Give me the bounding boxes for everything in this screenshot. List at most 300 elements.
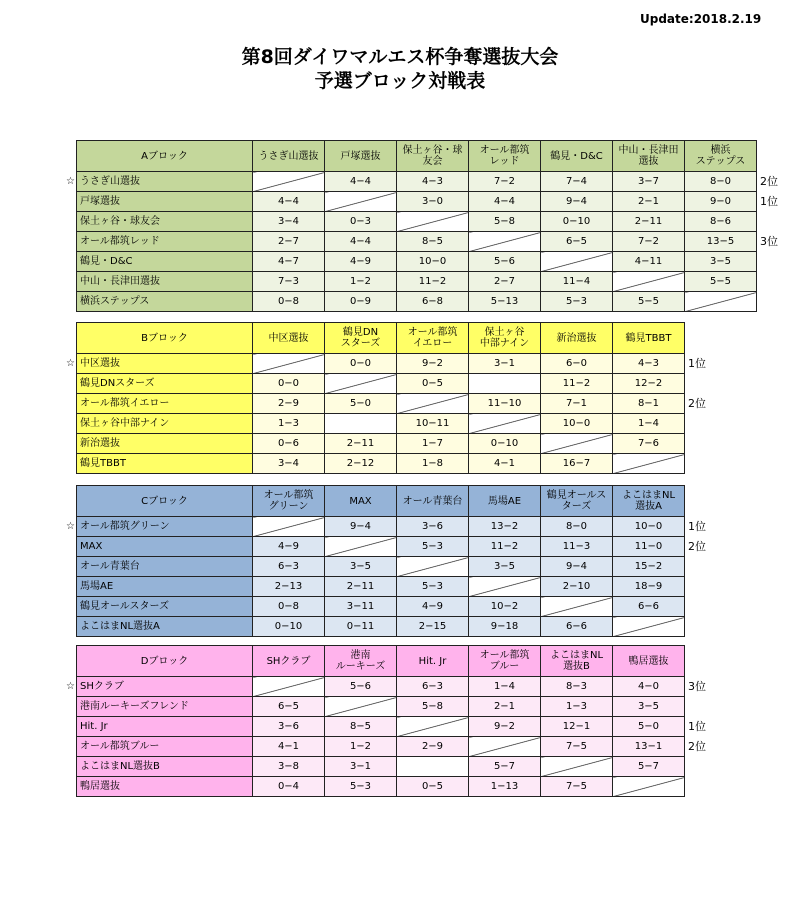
- score-cell: 13−1: [613, 737, 685, 757]
- column-header: MAX: [325, 486, 397, 517]
- team-name: 中山・長津田選抜: [77, 272, 253, 292]
- team-row: [60, 697, 728, 717]
- self-match-cell: [541, 252, 613, 272]
- rank-label: [757, 252, 800, 272]
- seed-mark: [60, 272, 77, 292]
- score-cell: 9−2: [397, 354, 469, 374]
- score-cell: 1−13: [469, 777, 541, 797]
- self-match-cell: [325, 374, 397, 394]
- team-name: オール都筑イエロー: [77, 394, 253, 414]
- score-cell: 6−6: [541, 617, 613, 637]
- rank-label: [685, 374, 729, 394]
- score-cell: 9−2: [469, 717, 541, 737]
- score-cell: 5−3: [325, 777, 397, 797]
- mark-cell: [60, 323, 77, 354]
- rank-label: [685, 557, 729, 577]
- score-cell: 3−4: [253, 454, 325, 474]
- score-cell: 4−3: [397, 172, 469, 192]
- header-row: [60, 646, 728, 677]
- team-row: [60, 454, 728, 474]
- rank-cell: [685, 486, 729, 517]
- seed-mark: [60, 192, 77, 212]
- score-cell: 4−4: [325, 232, 397, 252]
- team-row: [60, 537, 728, 557]
- team-name: 保土ヶ谷・球友会: [77, 212, 253, 232]
- rank-label: [685, 757, 729, 777]
- team-name: 戸塚選抜: [77, 192, 253, 212]
- team-name: SHクラブ: [77, 677, 253, 697]
- rank-label: [757, 212, 800, 232]
- column-header: 港南 ルーキーズ: [325, 646, 397, 677]
- score-cell: 0−10: [541, 212, 613, 232]
- score-cell: 6−3: [253, 557, 325, 577]
- team-row: [60, 232, 800, 252]
- rank-label: 1位: [688, 720, 706, 733]
- score-cell: 0−3: [325, 212, 397, 232]
- score-cell: 1−4: [613, 414, 685, 434]
- score-cell: 0−0: [253, 374, 325, 394]
- self-match-cell: [253, 354, 325, 374]
- score-cell: 1−3: [541, 697, 613, 717]
- score-cell: 11−0: [613, 537, 685, 557]
- team-name: 鶴見DNスターズ: [77, 374, 253, 394]
- rank-cell: [685, 646, 729, 677]
- score-cell-empty: [469, 374, 541, 394]
- score-cell: 3−7: [613, 172, 685, 192]
- column-header: 保土ヶ谷・球 友会: [397, 141, 469, 172]
- team-name: 港南ルーキーズフレンド: [77, 697, 253, 717]
- score-cell: 11−10: [469, 394, 541, 414]
- score-cell: 8−5: [325, 717, 397, 737]
- rank-cell: [757, 141, 800, 172]
- score-cell: 2−7: [253, 232, 325, 252]
- team-row: [60, 717, 728, 737]
- team-name: オール都筑グリーン: [77, 517, 253, 537]
- column-header: 鶴見・D&C: [541, 141, 613, 172]
- team-name: よこはまNL選抜B: [77, 757, 253, 777]
- self-match-cell: [469, 232, 541, 252]
- score-cell: 5−13: [469, 292, 541, 312]
- self-match-cell: [541, 434, 613, 454]
- team-row: [60, 374, 728, 394]
- score-cell: 3−1: [325, 757, 397, 777]
- score-cell: 4−9: [397, 597, 469, 617]
- rank-label: 2位: [760, 175, 778, 188]
- column-header: 新治選抜: [541, 323, 613, 354]
- score-cell: 4−0: [613, 677, 685, 697]
- score-cell: 5−6: [325, 677, 397, 697]
- self-match-cell: [397, 717, 469, 737]
- score-cell: 10−11: [397, 414, 469, 434]
- team-row: [60, 517, 728, 537]
- column-header: 横浜 ステップス: [685, 141, 757, 172]
- score-cell: 4−9: [325, 252, 397, 272]
- score-cell: 11−2: [397, 272, 469, 292]
- seed-mark: [60, 374, 77, 394]
- score-cell: 6−6: [613, 597, 685, 617]
- seed-mark: [60, 737, 77, 757]
- match-table: [60, 485, 728, 637]
- score-cell: 11−3: [541, 537, 613, 557]
- score-cell: 9−0: [685, 192, 757, 212]
- score-cell: 2−9: [397, 737, 469, 757]
- rank-label: 2位: [688, 397, 706, 410]
- seed-mark: ☆: [66, 681, 75, 692]
- seed-mark: [60, 292, 77, 312]
- team-row: [60, 677, 728, 697]
- seed-mark: [60, 232, 77, 252]
- score-cell: 8−0: [541, 517, 613, 537]
- header-row: [60, 323, 728, 354]
- seed-mark: ☆: [66, 521, 75, 532]
- block-header: Aブロック: [77, 141, 253, 172]
- score-cell: 0−8: [253, 292, 325, 312]
- rank-label: 2位: [688, 740, 706, 753]
- self-match-cell: [613, 777, 685, 797]
- self-match-cell: [541, 597, 613, 617]
- team-row: [60, 577, 728, 597]
- team-name: 鶴見オールスターズ: [77, 597, 253, 617]
- score-cell: 4−4: [469, 192, 541, 212]
- column-header: 中区選抜: [253, 323, 325, 354]
- team-name: 鴨居選抜: [77, 777, 253, 797]
- score-cell: 5−3: [397, 537, 469, 557]
- column-header: よこはまNL 選抜B: [541, 646, 613, 677]
- score-cell: 4−11: [613, 252, 685, 272]
- self-match-cell: [253, 677, 325, 697]
- score-cell: 16−7: [541, 454, 613, 474]
- score-cell: 3−0: [397, 192, 469, 212]
- seed-mark: ☆: [66, 176, 75, 187]
- score-cell: 10−2: [469, 597, 541, 617]
- team-name: 保土ヶ谷中部ナイン: [77, 414, 253, 434]
- team-name: 横浜ステップス: [77, 292, 253, 312]
- column-header: よこはまNL 選抜A: [613, 486, 685, 517]
- rank-label: [685, 777, 729, 797]
- score-cell: 1−8: [397, 454, 469, 474]
- score-cell: 1−3: [253, 414, 325, 434]
- column-header: 保土ヶ谷 中部ナイン: [469, 323, 541, 354]
- score-cell: 9−4: [541, 557, 613, 577]
- score-cell: 3−5: [325, 557, 397, 577]
- seed-mark: [60, 557, 77, 577]
- score-cell: 8−0: [685, 172, 757, 192]
- score-cell: 0−11: [325, 617, 397, 637]
- team-name: 中区選抜: [77, 354, 253, 374]
- score-cell: 11−2: [541, 374, 613, 394]
- score-cell: 1−2: [325, 272, 397, 292]
- team-name: Hit. Jr: [77, 717, 253, 737]
- score-cell: 11−4: [541, 272, 613, 292]
- score-cell: 3−6: [397, 517, 469, 537]
- team-name: 鶴見TBBT: [77, 454, 253, 474]
- header-row: [60, 141, 800, 172]
- score-cell: 1−7: [397, 434, 469, 454]
- seed-mark: [60, 537, 77, 557]
- rank-label: [685, 577, 729, 597]
- column-header: 鶴見TBBT: [613, 323, 685, 354]
- score-cell: 5−8: [469, 212, 541, 232]
- score-cell: 3−8: [253, 757, 325, 777]
- score-cell: 5−5: [613, 292, 685, 312]
- team-row: [60, 737, 728, 757]
- score-cell: 2−11: [613, 212, 685, 232]
- column-header: 鶴見オールス ターズ: [541, 486, 613, 517]
- rank-label: [685, 434, 729, 454]
- column-header: オール都筑 イエロー: [397, 323, 469, 354]
- team-name: オール都筑ブルー: [77, 737, 253, 757]
- column-header: 鶴見DN スターズ: [325, 323, 397, 354]
- column-header: オール都筑 ブルー: [469, 646, 541, 677]
- score-cell: 9−4: [541, 192, 613, 212]
- score-cell: 6−5: [541, 232, 613, 252]
- score-cell: 9−4: [325, 517, 397, 537]
- score-cell: 13−5: [685, 232, 757, 252]
- score-cell: 5−6: [469, 252, 541, 272]
- score-cell: 8−1: [613, 394, 685, 414]
- seed-mark: [60, 394, 77, 414]
- seed-mark: [60, 757, 77, 777]
- team-row: [60, 354, 728, 374]
- team-row: [60, 757, 728, 777]
- score-cell: 6−3: [397, 677, 469, 697]
- score-cell: 1−2: [325, 737, 397, 757]
- page-subtitle: 予選ブロック対戦表: [314, 70, 486, 92]
- team-row: [60, 192, 800, 212]
- team-name: 馬場AE: [77, 577, 253, 597]
- score-cell: 10−0: [613, 517, 685, 537]
- rank-label: [757, 292, 800, 312]
- score-cell: 0−6: [253, 434, 325, 454]
- score-cell: 10−0: [397, 252, 469, 272]
- team-row: [60, 292, 800, 312]
- score-cell: 8−5: [397, 232, 469, 252]
- column-header: 鴨居選抜: [613, 646, 685, 677]
- team-row: [60, 172, 800, 192]
- self-match-cell: [613, 617, 685, 637]
- score-cell: 0−5: [397, 777, 469, 797]
- score-cell: 2−1: [613, 192, 685, 212]
- rank-cell: [685, 323, 729, 354]
- score-cell: 0−9: [325, 292, 397, 312]
- score-cell: 2−11: [325, 577, 397, 597]
- score-cell: 11−2: [469, 537, 541, 557]
- self-match-cell: [325, 537, 397, 557]
- score-cell: 0−4: [253, 777, 325, 797]
- team-row: [60, 597, 728, 617]
- block-c: [60, 485, 728, 637]
- score-cell-empty: [397, 757, 469, 777]
- seed-mark: [60, 577, 77, 597]
- self-match-cell: [469, 577, 541, 597]
- score-cell: 2−7: [469, 272, 541, 292]
- rank-label: [685, 697, 729, 717]
- block-b: [60, 322, 728, 474]
- score-cell: 10−0: [541, 414, 613, 434]
- rank-label: [685, 414, 729, 434]
- block-header: Bブロック: [77, 323, 253, 354]
- team-row: [60, 212, 800, 232]
- column-header: オール都筑 グリーン: [253, 486, 325, 517]
- block-a: [60, 140, 800, 312]
- seed-mark: [60, 597, 77, 617]
- score-cell: 2−12: [325, 454, 397, 474]
- score-cell: 3−5: [469, 557, 541, 577]
- rank-label: 3位: [688, 680, 706, 693]
- seed-mark: [60, 252, 77, 272]
- rank-label: [685, 617, 729, 637]
- score-cell: 6−0: [541, 354, 613, 374]
- rank-label: [685, 454, 729, 474]
- team-name: オール青葉台: [77, 557, 253, 577]
- column-header: Hit. Jr: [397, 646, 469, 677]
- score-cell: 2−13: [253, 577, 325, 597]
- column-header: オール青葉台: [397, 486, 469, 517]
- score-cell: 5−3: [397, 577, 469, 597]
- score-cell: 7−5: [541, 737, 613, 757]
- score-cell: 3−1: [469, 354, 541, 374]
- seed-mark: ☆: [66, 358, 75, 369]
- seed-mark: [60, 697, 77, 717]
- team-row: [60, 434, 728, 454]
- self-match-cell: [469, 737, 541, 757]
- match-table: [60, 322, 728, 474]
- score-cell: 2−11: [325, 434, 397, 454]
- score-cell: 15−2: [613, 557, 685, 577]
- self-match-cell: [469, 414, 541, 434]
- match-table: [60, 140, 800, 312]
- match-table: [60, 645, 728, 797]
- seed-mark: [60, 434, 77, 454]
- score-cell: 8−3: [541, 677, 613, 697]
- seed-mark: [60, 212, 77, 232]
- mark-cell: [60, 646, 77, 677]
- self-match-cell: [325, 192, 397, 212]
- self-match-cell: [253, 517, 325, 537]
- team-name: オール都筑レッド: [77, 232, 253, 252]
- score-cell: 2−10: [541, 577, 613, 597]
- score-cell: 4−4: [253, 192, 325, 212]
- score-cell: 5−7: [469, 757, 541, 777]
- score-cell: 0−8: [253, 597, 325, 617]
- block-header: Dブロック: [77, 646, 253, 677]
- score-cell: 3−6: [253, 717, 325, 737]
- rank-label: 1位: [688, 357, 706, 370]
- score-cell: 4−7: [253, 252, 325, 272]
- score-cell: 5−3: [541, 292, 613, 312]
- self-match-cell: [397, 212, 469, 232]
- block-header: Cブロック: [77, 486, 253, 517]
- score-cell: 5−8: [397, 697, 469, 717]
- score-cell: 12−2: [613, 374, 685, 394]
- score-cell: 7−6: [613, 434, 685, 454]
- self-match-cell: [325, 697, 397, 717]
- rank-label: 2位: [688, 540, 706, 553]
- score-cell: 0−0: [325, 354, 397, 374]
- score-cell: 7−4: [541, 172, 613, 192]
- score-cell: 7−1: [541, 394, 613, 414]
- score-cell: 7−3: [253, 272, 325, 292]
- score-cell: 3−4: [253, 212, 325, 232]
- score-cell: 5−5: [685, 272, 757, 292]
- mark-cell: [60, 141, 77, 172]
- score-cell: 7−5: [541, 777, 613, 797]
- score-cell-empty: [325, 414, 397, 434]
- self-match-cell: [397, 557, 469, 577]
- column-header: SHクラブ: [253, 646, 325, 677]
- rank-label: 3位: [760, 235, 778, 248]
- seed-mark: [60, 617, 77, 637]
- score-cell: 5−0: [325, 394, 397, 414]
- score-cell: 4−1: [469, 454, 541, 474]
- update-date: Update:2018.2.19: [640, 12, 762, 26]
- self-match-cell: [613, 272, 685, 292]
- column-header: 馬場AE: [469, 486, 541, 517]
- score-cell: 7−2: [613, 232, 685, 252]
- score-cell: 8−6: [685, 212, 757, 232]
- score-cell: 9−18: [469, 617, 541, 637]
- score-cell: 13−2: [469, 517, 541, 537]
- self-match-cell: [397, 394, 469, 414]
- score-cell: 2−15: [397, 617, 469, 637]
- score-cell: 4−4: [325, 172, 397, 192]
- team-name: よこはまNL選抜A: [77, 617, 253, 637]
- score-cell: 18−9: [613, 577, 685, 597]
- self-match-cell: [541, 757, 613, 777]
- score-cell: 6−8: [397, 292, 469, 312]
- team-row: [60, 272, 800, 292]
- page-title: 第8回ダイワマルエス杯争奪選抜大会: [241, 46, 559, 68]
- score-cell: 0−5: [397, 374, 469, 394]
- score-cell: 1−4: [469, 677, 541, 697]
- score-cell: 12−1: [541, 717, 613, 737]
- rank-label: 1位: [688, 520, 706, 533]
- score-cell: 3−5: [685, 252, 757, 272]
- team-name: 新治選抜: [77, 434, 253, 454]
- score-cell: 2−9: [253, 394, 325, 414]
- header-row: [60, 486, 728, 517]
- score-cell: 4−3: [613, 354, 685, 374]
- team-row: [60, 394, 728, 414]
- column-header: 戸塚選抜: [325, 141, 397, 172]
- seed-mark: [60, 454, 77, 474]
- seed-mark: [60, 717, 77, 737]
- score-cell: 4−1: [253, 737, 325, 757]
- score-cell: 5−0: [613, 717, 685, 737]
- rank-label: 1位: [760, 195, 778, 208]
- score-cell: 4−9: [253, 537, 325, 557]
- score-cell: 6−5: [253, 697, 325, 717]
- score-cell: 3−11: [325, 597, 397, 617]
- block-d: [60, 645, 728, 797]
- team-row: [60, 414, 728, 434]
- rank-label: [685, 597, 729, 617]
- score-cell: 0−10: [469, 434, 541, 454]
- team-name: うさぎ山選抜: [77, 172, 253, 192]
- mark-cell: [60, 486, 77, 517]
- score-cell: 7−2: [469, 172, 541, 192]
- team-row: [60, 252, 800, 272]
- team-row: [60, 557, 728, 577]
- rank-label: [757, 272, 800, 292]
- score-cell: 0−10: [253, 617, 325, 637]
- column-header: うさぎ山選抜: [253, 141, 325, 172]
- self-match-cell: [253, 172, 325, 192]
- score-cell: 3−5: [613, 697, 685, 717]
- team-row: [60, 777, 728, 797]
- self-match-cell: [613, 454, 685, 474]
- team-name: 鶴見・D&C: [77, 252, 253, 272]
